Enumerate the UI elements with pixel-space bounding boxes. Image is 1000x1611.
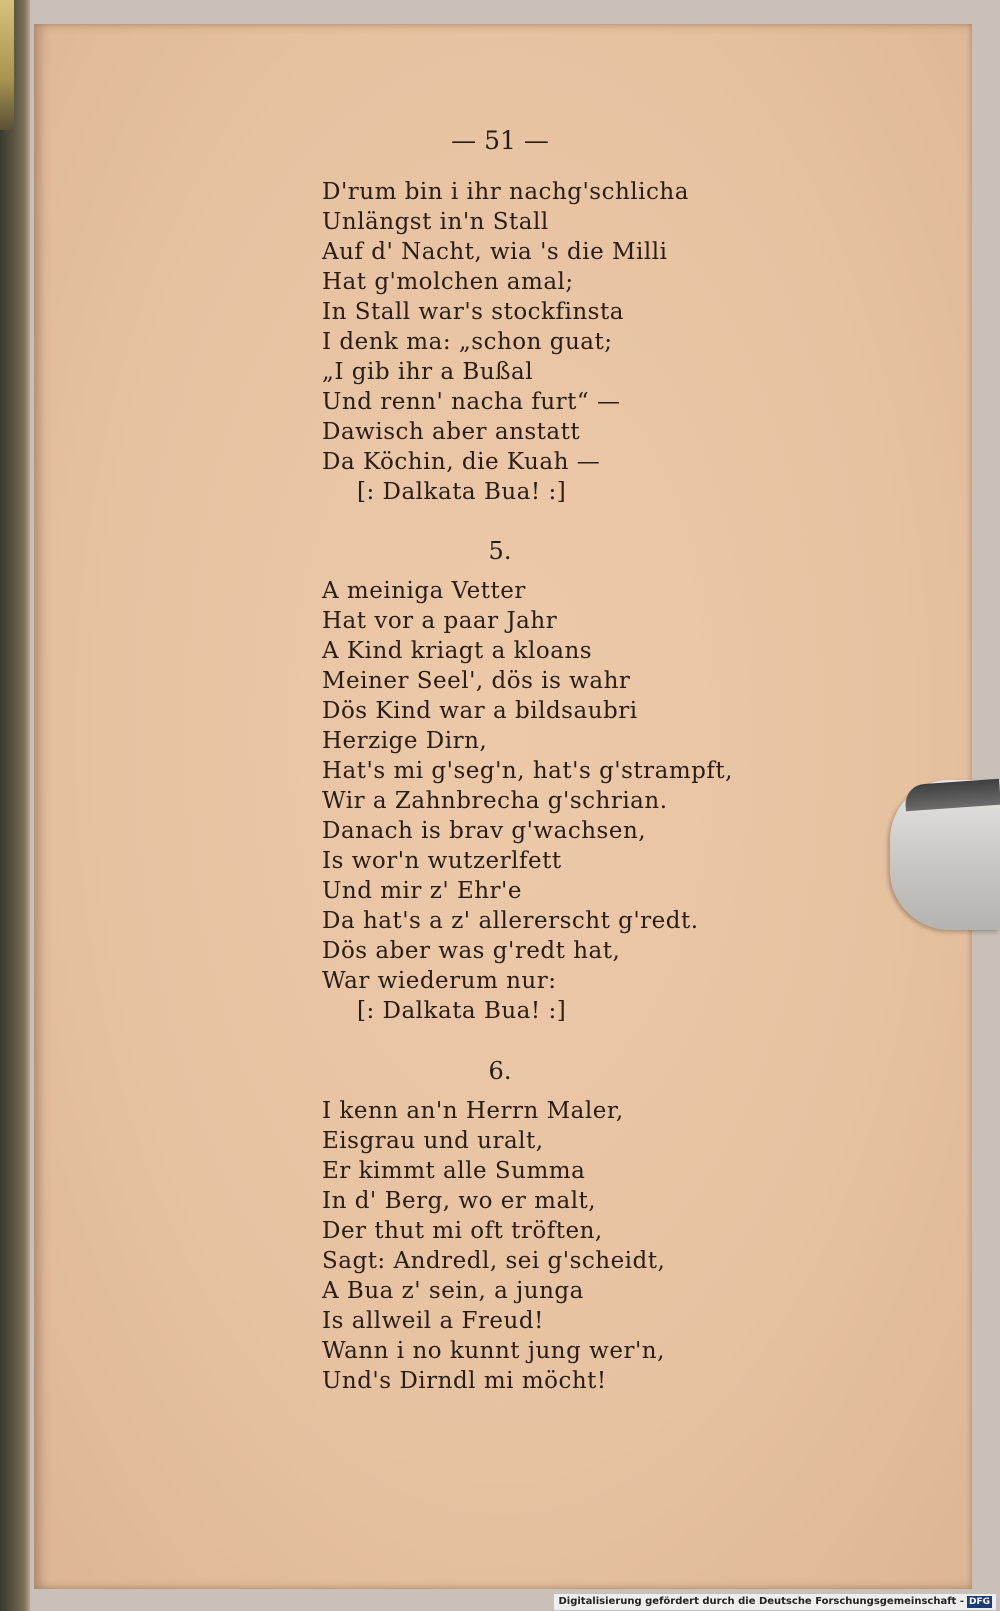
verse-refrain: [: Dalkata Bua! :] <box>357 479 567 505</box>
footer-text: Digitalisierung gefördert durch die Deutsche Forschungsgemeinschaft - <box>558 1596 964 1607</box>
verse-line: Is wor'n wutzerlfett <box>322 848 562 874</box>
digitization-footer <box>554 1594 996 1610</box>
verse-line: Wann i no kunnt jung wer'n, <box>322 1338 665 1364</box>
verse-line: Danach is brav g'wachsen, <box>322 818 647 844</box>
stanza-number: 5. <box>488 537 512 565</box>
verse-line: In d' Berg, wo er malt, <box>322 1188 597 1214</box>
verse-line: Sagt: Andredl, sei g'scheidt, <box>322 1248 666 1274</box>
verse-line: Hat vor a paar Jahr <box>322 608 558 634</box>
verse-line: Dawisch aber anstatt <box>322 419 581 445</box>
verse-line: Auf d' Nacht, wia 's die Milli <box>322 239 668 265</box>
verse-line: Unlängst in'n Stall <box>322 209 549 235</box>
verse-line: Und mir z' Ehr'e <box>322 878 522 904</box>
verse-line: Der thut mi oft tröften, <box>322 1218 603 1244</box>
verse-line: Herzige Dirn, <box>322 728 488 754</box>
verse-line: I kenn an'n Herrn Maler, <box>322 1098 624 1124</box>
verse-line: Dös Kind war a bildsaubri <box>322 698 638 724</box>
verse-line: Wir a Zahnbrecha g'schrian. <box>322 788 668 814</box>
verse-line: Da Köchin, die Kuah — <box>322 449 601 475</box>
verse-line: „I gib ihr a Bußal <box>322 359 534 385</box>
verse-line: D'rum bin i ihr nachg'schlicha <box>322 179 689 205</box>
verse-line: Er kimmt alle Summa <box>322 1158 586 1184</box>
verse-line: War wiederum nur: <box>322 968 557 994</box>
verse-line: Und's Dirndl mi möcht! <box>322 1368 607 1394</box>
verse-line: Hat's mi g'seg'n, hat's g'strampft, <box>322 758 733 784</box>
stanza-number: 6. <box>488 1057 512 1085</box>
verse-line: Eisgrau und uralt, <box>322 1128 544 1154</box>
verse-line: A meiniga Vetter <box>322 578 526 604</box>
verse-line: I denk ma: „schon guat; <box>322 329 613 355</box>
verse-line: Und renn' nacha furt“ — <box>322 389 621 415</box>
verse-line: Hat g'molchen amal; <box>322 269 574 295</box>
verse-line: Da hat's a z' allererscht g'redt. <box>322 908 699 934</box>
verse-line: Is allweil a Freud! <box>322 1308 544 1334</box>
verse-line: Meiner Seel', dös is wahr <box>322 668 631 694</box>
verse-line: A Kind kriagt a kloans <box>322 638 593 664</box>
verse-line: In Stall war's stockfinsta <box>322 299 624 325</box>
page-number: — 51 — <box>451 126 549 155</box>
dfg-logo: DFG <box>968 1597 990 1607</box>
verse-refrain: [: Dalkata Bua! :] <box>357 998 567 1024</box>
verse-line: A Bua z' sein, a junga <box>322 1278 584 1304</box>
verse-line: Dös aber was g'redt hat, <box>322 938 621 964</box>
